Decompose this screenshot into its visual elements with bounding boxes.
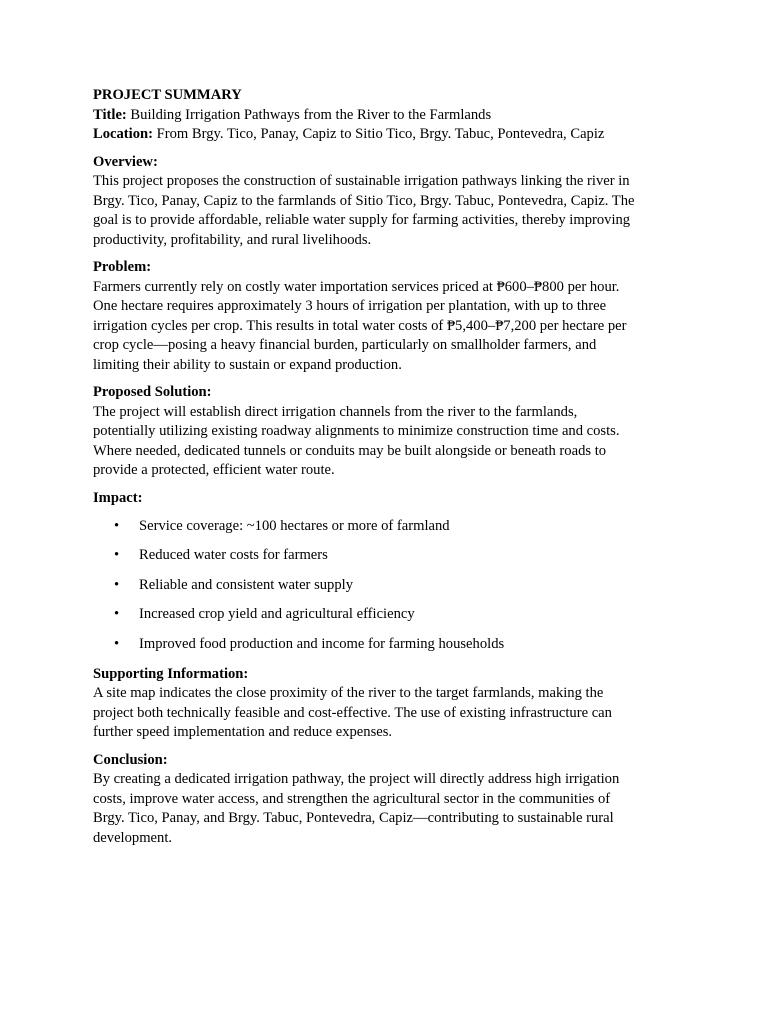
title-value: Building Irrigation Pathways from the River to the Farmlands	[126, 106, 492, 123]
overview-line: productivity, profitability, and rural livelihoods.	[93, 231, 372, 248]
solution-paragraph	[93, 403, 683, 481]
problem-paragraph	[93, 278, 683, 376]
problem-line: limiting their ability to sustain or expand production.	[93, 356, 402, 373]
supporting-line: further speed implementation and reduce expenses.	[93, 724, 393, 741]
location-line	[93, 125, 683, 145]
conclusion-line: costs, improve water access, and strengthen the agricultural sector in the communities of	[93, 790, 611, 807]
bullet-icon: •	[114, 518, 120, 534]
document-page	[93, 86, 683, 848]
impact-item-text: Reduced water costs for farmers	[139, 547, 328, 564]
impact-item-text: Improved food production and income for farming households	[139, 635, 505, 652]
solution-line: Where needed, dedicated tunnels or conduits may be built alongside or beneath roads to	[93, 442, 607, 459]
overview-heading: Overview:	[93, 153, 158, 170]
impact-item	[93, 576, 683, 605]
impact-item-text: Service coverage: ~100 hectares or more of farmland	[139, 518, 450, 534]
conclusion-paragraph	[93, 770, 683, 848]
overview-line: Brgy. Tico, Panay, Capiz to the farmlands of Sitio Tico, Brgy. Tabuc, Pontevedra, Capiz. The	[93, 192, 635, 209]
supporting-line: project both technically feasible and cost-effective. The use of existing infrastructure can	[93, 704, 612, 721]
problem-line: crop cycle—posing a heavy financial burden, particularly on smallholder farmers, and	[93, 337, 597, 353]
bullet-icon: •	[114, 547, 120, 564]
overview-line: This project proposes the construction of sustainable irrigation pathways linking the river in	[93, 173, 630, 189]
solution-heading: Proposed Solution:	[93, 384, 212, 400]
problem-heading: Problem:	[93, 259, 152, 275]
document-heading: PROJECT SUMMARY	[93, 87, 242, 103]
impact-item	[93, 517, 683, 546]
overview-line: goal is to provide affordable, reliable water supply for farming activities, thereby improving	[93, 212, 631, 228]
solution-line: The project will establish direct irrigation channels from the river to the farmlands,	[93, 403, 578, 420]
supporting-line: A site map indicates the close proximity of the river to the target farmlands, making the	[93, 685, 604, 702]
impact-item	[93, 605, 683, 634]
impact-heading: Impact:	[93, 489, 143, 506]
problem-line: One hectare requires approximately 3 hours of irrigation per plantation, with up to three	[93, 298, 607, 314]
solution-line: potentially utilizing existing roadway alignments to minimize construction time and costs.	[93, 423, 620, 439]
problem-line: irrigation cycles per crop. This results in total water costs of ₱5,400–₱7,200 per hectare per	[93, 317, 627, 334]
impact-item	[93, 635, 683, 657]
problem-line: Farmers currently rely on costly water importation services priced at ₱600–₱800 per hour.	[93, 278, 620, 295]
conclusion-line: By creating a dedicated irrigation pathway, the project will directly address high irrigation	[93, 771, 620, 788]
supporting-heading: Supporting Information:	[93, 665, 249, 682]
location-value: From Brgy. Tico, Panay, Capiz to Sitio Tico, Brgy. Tabuc, Pontevedra, Capiz	[153, 126, 605, 142]
conclusion-line: Brgy. Tico, Panay, and Brgy. Tabuc, Pontevedra, Capiz—contributing to sustainable rural	[93, 810, 614, 827]
location-label: Location:	[93, 126, 153, 142]
impact-item	[93, 546, 683, 575]
conclusion-heading: Conclusion:	[93, 751, 168, 768]
bullet-icon: •	[114, 606, 120, 623]
bullet-icon: •	[114, 635, 120, 652]
supporting-paragraph	[93, 684, 683, 743]
impact-list	[93, 517, 683, 657]
impact-item-text: Increased crop yield and agricultural efficiency	[139, 606, 415, 623]
overview-paragraph	[93, 172, 683, 250]
title-label: Title:	[93, 106, 127, 123]
conclusion-line: development.	[93, 829, 173, 846]
solution-line: provide a protected, efficient water route.	[93, 462, 335, 478]
bullet-icon: •	[114, 576, 120, 593]
title-line	[93, 106, 683, 126]
impact-item-text: Reliable and consistent water supply	[139, 576, 353, 593]
